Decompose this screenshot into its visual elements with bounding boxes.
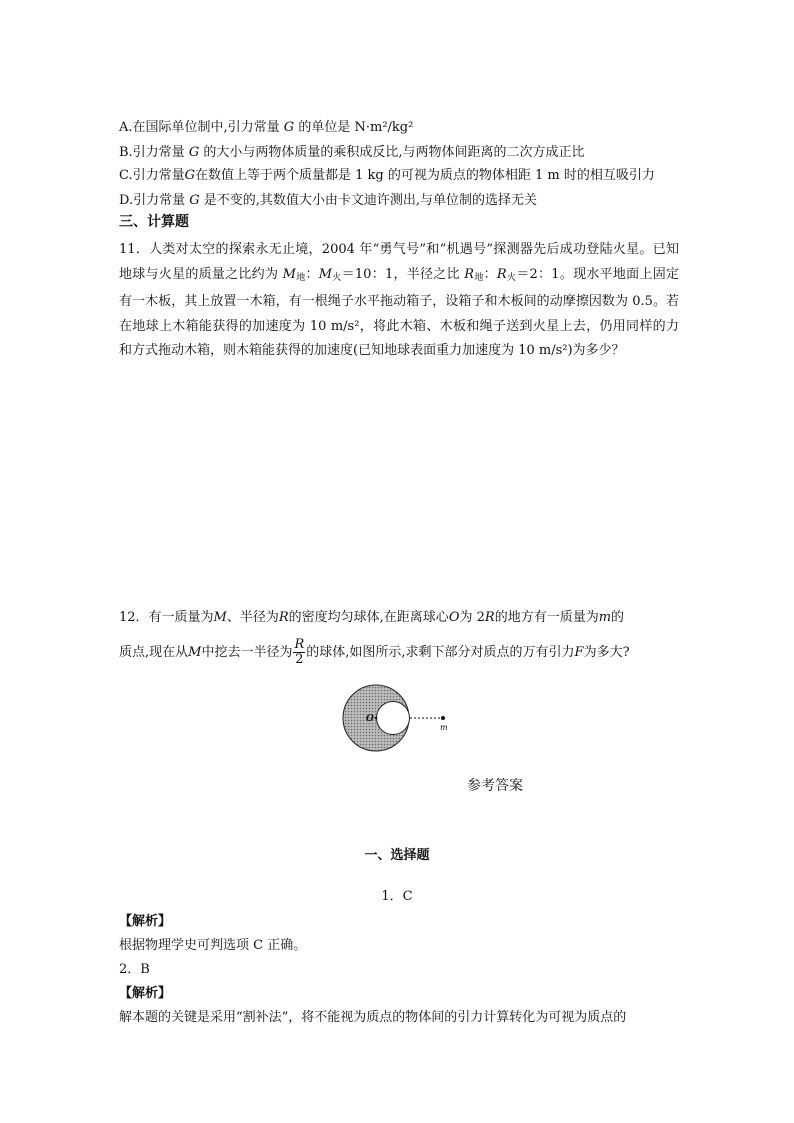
section-heading-calculation: 三、计算题 bbox=[119, 214, 189, 230]
cavity bbox=[377, 702, 410, 735]
mass-label: m bbox=[440, 723, 448, 732]
center-label: O bbox=[366, 714, 374, 724]
mass-point bbox=[441, 716, 445, 720]
answer-1: 1．C bbox=[381, 889, 413, 904]
analysis-label-2: 【解析】 bbox=[119, 986, 172, 1001]
answers-title: 参考答案 bbox=[467, 778, 523, 794]
option-a: A.在国际单位制中,引力常量 G 的单位是 N·m²/kg² bbox=[119, 120, 414, 135]
question-11: 11．人类对太空的探索永无止境，2004 年“勇气号”和“机遇号”探测器先后成功登陆火星。已知地球与火星的质量之比约为 $M_地$：$M_火=10$：1，半径之比 $R_地$：$R_火=2$：1。现水平地面上固定有一木板，其上放置一木箱，有一根绳子水平拖动箱子，设箱子和木板间的动摩擦因数为 0.5。若在地球上木箱能获得的加速度为 10 m/s²，将此木箱、木板和绳子送到火星上去，仍用同样的力和方式拖动木箱，则木箱能获得的加速度(已知地球表面重力加速度为 10 m/s²)为多少？ bbox=[119, 242, 679, 358]
option-c: C.引力常量G在数值上等于两个质量都是 1 kg 的可视为质点的物体相距 1 m 时的相互吸引力 bbox=[119, 168, 655, 183]
question-12-line-2: 质点,现在从M中挖去一半径为 $\frac{R}{2}$ 的球体,如图所示,求剩下部分对质点的万有引力F为多大? bbox=[119, 637, 630, 667]
answer-2: 2．B bbox=[119, 962, 150, 977]
center-point bbox=[375, 717, 378, 720]
question-12-line-1: 12．有一质量为M、半径为R的密度均匀球体,在距离球心O为 2R的地方有一质量为m的 bbox=[119, 610, 625, 625]
fraction-r-over-2: $\frac{R}{2}$ bbox=[294, 637, 305, 667]
analysis-text-1: 根据物理学史可判选项 C 正确。 bbox=[119, 938, 307, 953]
option-b: B.引力常量 G 的大小与两物体质量的乘积成反比,与两物体间距离的二次方成正比 bbox=[119, 145, 585, 160]
sphere-cavity-figure bbox=[338, 680, 468, 760]
option-d: D.引力常量 G 是不变的,其数值大小由卡文迪许测出,与单位制的选择无关 bbox=[119, 193, 538, 208]
analysis-text-2: 解本题的关键是采用“割补法”，将不能视为质点的物体间的引力计算转化为可视为质点的 bbox=[119, 1010, 627, 1025]
answers-section-heading: 一、选择题 bbox=[364, 848, 430, 863]
analysis-label-1: 【解析】 bbox=[119, 914, 172, 929]
